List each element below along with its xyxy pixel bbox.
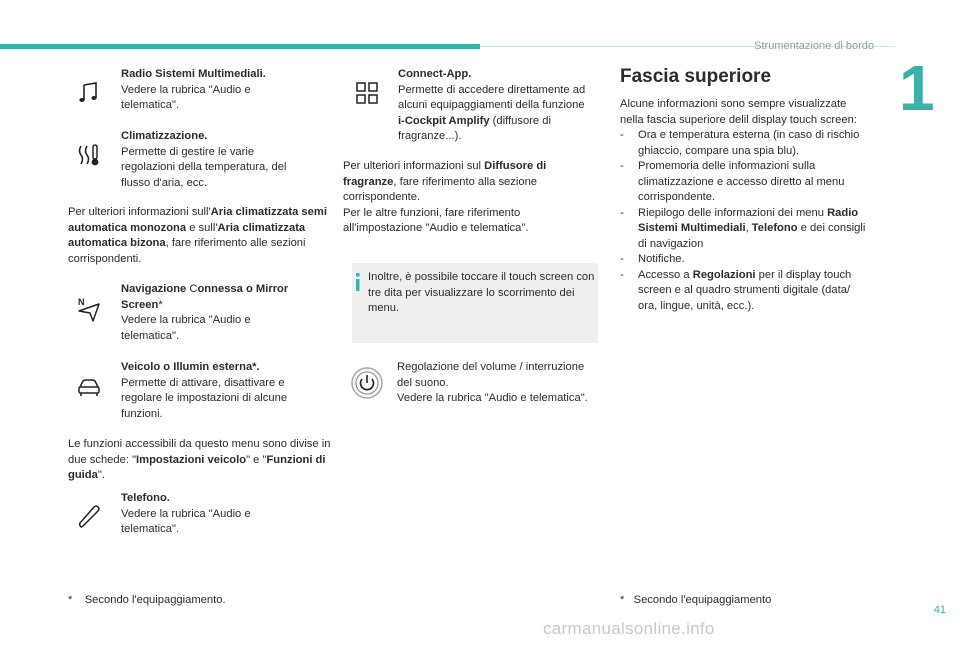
text-bold: Regolazioni xyxy=(692,268,756,281)
feature-list xyxy=(620,128,872,314)
text-run: Riepilogo delle informazioni dei menu xyxy=(638,206,828,219)
climate-item xyxy=(121,129,311,191)
footnote-marker: * xyxy=(68,594,73,606)
section-heading: Fascia superiore xyxy=(620,66,772,87)
text-bold: Telefono xyxy=(751,222,798,234)
text-run: Notifiche. xyxy=(638,253,685,265)
text-bold: Impostazioni veicolo xyxy=(136,453,247,466)
text-run: Ora e temperatura esterna (in caso di rischio ghiaccio, compare una spia blu). xyxy=(638,129,860,157)
climate-icon xyxy=(76,142,102,168)
navigation-text: Vedere la rubrica "Audio e telematica". xyxy=(121,314,251,342)
fragrance-paragraph xyxy=(343,159,588,237)
radio-title: Radio Sistemi Multimediali. xyxy=(121,68,266,80)
radio-text: Vedere la rubrica "Audio e telematica". xyxy=(121,83,251,111)
svg-text:N: N xyxy=(78,297,85,307)
text-run: Per ulteriori informazioni sull' xyxy=(68,206,211,218)
text-run: Per ulteriori informazioni sul xyxy=(343,160,485,172)
footnote-left xyxy=(68,593,328,609)
volume-text-2: Vedere la rubrica "Audio e telematica". xyxy=(397,392,588,404)
chapter-number: 1 xyxy=(899,52,935,124)
text-bold: Navigazione xyxy=(121,283,187,295)
text-bold: onnessa o Mirror Screen xyxy=(121,283,289,311)
text-run: per il display touch screen e al quadro strumenti digitale (data/ ora, lingue, unità, ecc.). xyxy=(638,268,852,312)
music-note-icon xyxy=(76,80,102,106)
phone-text: Vedere la rubrica "Audio e telematica". xyxy=(121,507,251,535)
volume-text: Regolazione del volume / interruzione del suono. xyxy=(397,361,585,389)
section-title: Strumentazione di bordo xyxy=(754,40,874,52)
text-bold: Funzioni di guida xyxy=(68,453,326,481)
list-item xyxy=(620,159,872,206)
footnote-text: Secondo l'equipaggiamento xyxy=(633,594,772,606)
phone-icon xyxy=(76,503,102,529)
apps-grid-icon xyxy=(354,80,380,106)
top-bar-description xyxy=(620,97,872,314)
text-run: , xyxy=(745,222,752,234)
text-bold: Aria climatizzata semi automatica monozona xyxy=(68,206,327,234)
climate-text: Permette di gestire le varie regolazioni della temperatura, del flusso d'aria, ecc. xyxy=(121,145,287,189)
volume-item xyxy=(397,360,592,407)
text-run: ". xyxy=(97,469,105,481)
navigation-title xyxy=(121,282,311,313)
footnote-marker: * xyxy=(158,298,163,311)
text-bold: Diffusore di fragranze xyxy=(343,160,547,188)
vehicle-text: Permette di attivare, disattivare e regolare le impostazioni di alcune funzioni. xyxy=(121,376,288,420)
list-item xyxy=(620,128,872,159)
text-bold: i-Cockpit Amplify xyxy=(398,114,490,127)
text-bold: Radio Sistemi Multimediali xyxy=(638,206,859,234)
footnote-text: Secondo l'equipaggiamento. xyxy=(84,594,226,606)
connect-app-item xyxy=(398,67,588,145)
navigation-item xyxy=(121,282,311,344)
text-run: e sull' xyxy=(186,221,218,234)
navigation-arrow-icon xyxy=(76,296,102,322)
power-volume-knob-icon xyxy=(350,366,384,400)
info-text: Inoltre, è possibile toccare il touch screen con tre dita per visualizzare lo scorrimento dei menu. xyxy=(368,271,595,314)
header-accent-bar xyxy=(0,44,480,49)
text-bold: Aria climatizzata automatica bizona xyxy=(68,221,306,249)
text-run: Per le altre funzioni, fare riferimento all'impostazione "Audio e telematica". xyxy=(343,206,529,234)
watermark: carmanualsonline.info xyxy=(543,619,715,638)
list-item xyxy=(620,206,872,253)
vehicle-title: Veicolo o Illumin esterna*. xyxy=(121,361,260,373)
phone-item xyxy=(121,491,311,538)
text-run: " e " xyxy=(246,453,267,466)
connect-app-title: Connect-App. xyxy=(398,68,472,80)
climate-title: Climatizzazione. xyxy=(121,130,208,142)
vehicle-item xyxy=(121,360,311,422)
text-run: (diffusore di fragranze...). xyxy=(398,114,551,142)
text-run: Promemoria delle informazioni sulla climatizzazione e accesso diretto al menu corrispondente. xyxy=(638,160,845,203)
info-icon xyxy=(353,272,363,292)
text-run: Accesso a xyxy=(638,268,693,281)
text-run: Permette di accedere direttamente ad alcuni equipaggiamenti della funzione xyxy=(398,83,586,111)
text-run: , fare riferimento alle sezioni corrispondenti. xyxy=(68,237,306,265)
intro-text: Alcune informazioni sono sempre visualizzate nella fascia superiore delil display touch screen: xyxy=(620,98,857,126)
footnote-marker: * xyxy=(620,594,625,606)
text-run: e dei consigli di navigazion xyxy=(638,222,866,250)
climate-references-paragraph xyxy=(68,205,333,267)
list-item xyxy=(620,252,872,268)
footnote-right xyxy=(620,593,870,609)
list-item xyxy=(620,268,872,315)
radio-item xyxy=(121,67,311,114)
vehicle-menu-paragraph xyxy=(68,437,340,484)
text-run: C xyxy=(186,283,198,295)
phone-title: Telefono. xyxy=(121,492,170,504)
text-run: , fare riferimento alla sezione corrispondente. xyxy=(343,175,538,203)
page-number: 41 xyxy=(933,604,946,616)
car-icon xyxy=(76,373,102,399)
text-run: Le funzioni accessibili da questo menu sono divise in due schede: " xyxy=(68,438,331,466)
